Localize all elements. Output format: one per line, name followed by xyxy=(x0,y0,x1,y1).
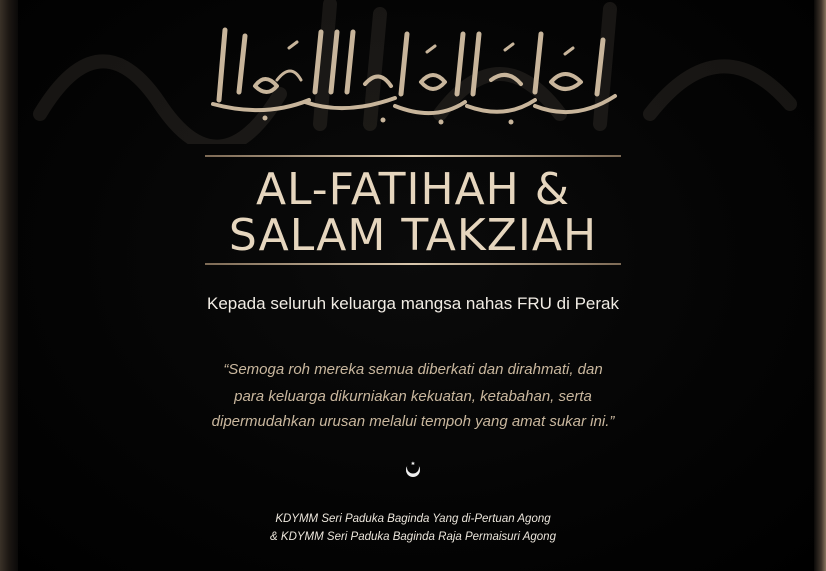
right-border xyxy=(814,0,826,571)
top-divider xyxy=(205,155,621,157)
left-border xyxy=(0,0,18,571)
bottom-divider xyxy=(205,263,621,265)
headline-line-2: SALAM TAKZIAH xyxy=(228,210,598,261)
quote-line-1: “Semoga roh mereka semua diberkati dan dirahmati, dan xyxy=(223,361,603,378)
signature-line-2: & KDYMM Seri Paduka Baginda Raja Permaisuri Agong xyxy=(270,531,556,543)
quote-line-3: dipermudahkan urusan melalui tempoh yang amat sukar ini.” xyxy=(211,413,615,430)
subtitle: Kepada seluruh keluarga mangsa nahas FRU di Perak xyxy=(206,294,620,313)
arabic-calligraphy xyxy=(205,22,621,128)
quote-line-2: para keluarga dikurniakan kekuatan, ketabahan, serta xyxy=(234,388,592,405)
headline-line-1: AL-FATIHAH & xyxy=(255,164,571,215)
crescent-crest-icon xyxy=(404,460,422,478)
signature-line-1: KDYMM Seri Paduka Baginda Yang di-Pertuan Agong xyxy=(275,513,551,525)
